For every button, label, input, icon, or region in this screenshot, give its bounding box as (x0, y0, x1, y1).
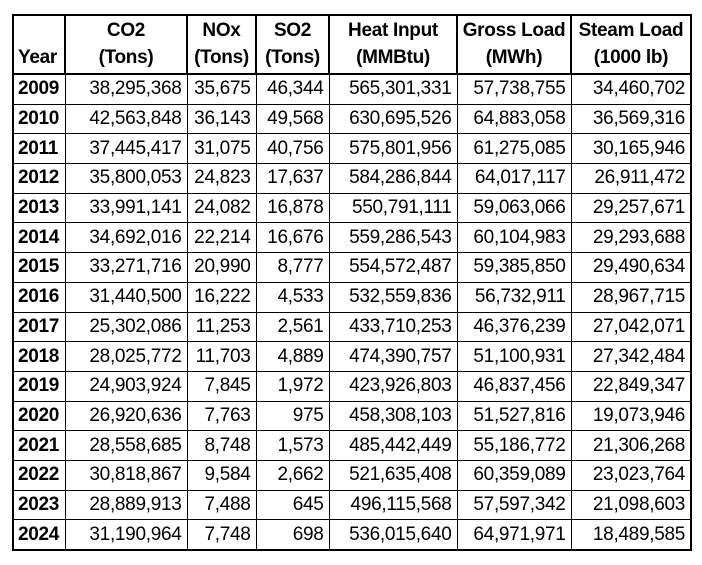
col-header-year (13, 15, 65, 74)
table-row (13, 282, 691, 312)
col-header-so2-name: SO2 (273, 20, 312, 41)
col-header-heat-input-unit: (MMBtu) (356, 47, 430, 68)
cell-gross-load: 46,376,239 (457, 312, 571, 342)
cell-so2: 16,878 (256, 193, 329, 223)
cell-heat-input: 565,301,331 (329, 74, 457, 104)
cell-heat-input: 630,695,526 (329, 104, 457, 134)
cell-co2: 24,903,924 (65, 371, 187, 401)
cell-co2: 28,025,772 (65, 342, 187, 372)
cell-nox: 11,253 (187, 312, 256, 342)
cell-so2: 40,756 (256, 134, 329, 164)
row-year: 2013 (13, 193, 65, 223)
row-year: 2022 (13, 460, 65, 490)
cell-heat-input: 554,572,487 (329, 253, 457, 283)
cell-so2: 2,561 (256, 312, 329, 342)
cell-so2: 8,777 (256, 253, 329, 283)
cell-co2: 33,271,716 (65, 253, 187, 283)
cell-steam-load: 26,911,472 (571, 164, 691, 194)
cell-nox: 24,823 (187, 164, 256, 194)
row-year: 2018 (13, 342, 65, 372)
cell-so2: 46,344 (256, 74, 329, 104)
row-year: 2009 (13, 74, 65, 104)
cell-heat-input: 423,926,803 (329, 371, 457, 401)
cell-so2: 975 (256, 401, 329, 431)
table-row (13, 401, 691, 431)
cell-heat-input: 496,115,568 (329, 490, 457, 520)
cell-nox: 16,222 (187, 282, 256, 312)
cell-steam-load: 30,165,946 (571, 134, 691, 164)
cell-steam-load: 18,489,585 (571, 520, 691, 550)
table-row (13, 104, 691, 134)
table-row (13, 520, 691, 550)
col-header-so2-unit: (Tons) (265, 47, 320, 68)
col-header-nox-unit: (Tons) (194, 47, 249, 68)
cell-steam-load: 29,293,688 (571, 223, 691, 253)
cell-gross-load: 60,104,983 (457, 223, 571, 253)
table-body (13, 74, 691, 550)
cell-co2: 26,920,636 (65, 401, 187, 431)
cell-nox: 22,214 (187, 223, 256, 253)
cell-nox: 20,990 (187, 253, 256, 283)
cell-heat-input: 521,635,408 (329, 460, 457, 490)
cell-heat-input: 474,390,757 (329, 342, 457, 372)
cell-steam-load: 27,342,484 (571, 342, 691, 372)
cell-so2: 1,972 (256, 371, 329, 401)
row-year: 2011 (13, 134, 65, 164)
table-row (13, 371, 691, 401)
cell-steam-load: 36,569,316 (571, 104, 691, 134)
cell-gross-load: 61,275,085 (457, 134, 571, 164)
cell-heat-input: 532,559,836 (329, 282, 457, 312)
col-header-nox-name: NOx (202, 20, 241, 41)
cell-steam-load: 19,073,946 (571, 401, 691, 431)
cell-so2: 4,533 (256, 282, 329, 312)
cell-gross-load: 60,359,089 (457, 460, 571, 490)
table-row (13, 74, 691, 104)
emissions-table-container (12, 14, 692, 551)
cell-so2: 1,573 (256, 431, 329, 461)
col-header-co2-unit: (Tons) (98, 47, 154, 68)
row-year: 2015 (13, 253, 65, 283)
cell-nox: 7,488 (187, 490, 256, 520)
col-header-co2 (65, 15, 187, 74)
cell-nox: 7,763 (187, 401, 256, 431)
col-header-heat-input (329, 15, 457, 74)
table-row (13, 253, 691, 283)
table-row (13, 490, 691, 520)
cell-heat-input: 458,308,103 (329, 401, 457, 431)
cell-co2: 28,558,685 (65, 431, 187, 461)
row-year: 2012 (13, 164, 65, 194)
emissions-table (12, 14, 692, 551)
col-header-gross-load (457, 15, 571, 74)
col-header-gross-load-unit: (MWh) (485, 47, 543, 68)
table-header (13, 15, 691, 74)
row-year: 2021 (13, 431, 65, 461)
table-row (13, 431, 691, 461)
row-year: 2017 (13, 312, 65, 342)
cell-co2: 33,991,141 (65, 193, 187, 223)
cell-nox: 8,748 (187, 431, 256, 461)
cell-co2: 25,302,086 (65, 312, 187, 342)
row-year: 2014 (13, 223, 65, 253)
cell-nox: 35,675 (187, 74, 256, 104)
row-year: 2019 (13, 371, 65, 401)
cell-steam-load: 29,490,634 (571, 253, 691, 283)
row-year: 2024 (13, 520, 65, 550)
cell-gross-load: 64,971,971 (457, 520, 571, 550)
cell-so2: 16,676 (256, 223, 329, 253)
cell-co2: 28,889,913 (65, 490, 187, 520)
cell-so2: 645 (256, 490, 329, 520)
row-year: 2010 (13, 104, 65, 134)
cell-nox: 24,082 (187, 193, 256, 223)
cell-steam-load: 27,042,071 (571, 312, 691, 342)
cell-nox: 9,584 (187, 460, 256, 490)
cell-co2: 35,800,053 (65, 164, 187, 194)
table-row (13, 134, 691, 164)
cell-steam-load: 21,306,268 (571, 431, 691, 461)
cell-nox: 7,845 (187, 371, 256, 401)
col-header-steam-load-unit: (1000 lb) (593, 47, 669, 68)
cell-so2: 4,889 (256, 342, 329, 372)
header-row (13, 15, 691, 74)
col-header-nox (187, 15, 256, 74)
cell-gross-load: 57,597,342 (457, 490, 571, 520)
col-header-heat-input-name: Heat Input (348, 20, 438, 41)
cell-co2: 30,818,867 (65, 460, 187, 490)
col-header-steam-load-name: Steam Load (578, 20, 684, 41)
cell-co2: 38,295,368 (65, 74, 187, 104)
cell-heat-input: 584,286,844 (329, 164, 457, 194)
col-header-year-label: Year (18, 47, 57, 68)
cell-heat-input: 559,286,543 (329, 223, 457, 253)
cell-steam-load: 28,967,715 (571, 282, 691, 312)
row-year: 2023 (13, 490, 65, 520)
cell-co2: 31,440,500 (65, 282, 187, 312)
cell-heat-input: 433,710,253 (329, 312, 457, 342)
cell-co2: 31,190,964 (65, 520, 187, 550)
cell-steam-load: 29,257,671 (571, 193, 691, 223)
cell-gross-load: 57,738,755 (457, 74, 571, 104)
cell-gross-load: 46,837,456 (457, 371, 571, 401)
col-header-gross-load-name: Gross Load (462, 20, 566, 41)
cell-gross-load: 51,100,931 (457, 342, 571, 372)
table-row (13, 223, 691, 253)
cell-steam-load: 22,849,347 (571, 371, 691, 401)
cell-so2: 17,637 (256, 164, 329, 194)
col-header-so2 (256, 15, 329, 74)
cell-so2: 2,662 (256, 460, 329, 490)
table-row (13, 312, 691, 342)
col-header-co2-name: CO2 (106, 20, 146, 41)
cell-gross-load: 56,732,911 (457, 282, 571, 312)
cell-nox: 7,748 (187, 520, 256, 550)
cell-so2: 698 (256, 520, 329, 550)
cell-heat-input: 550,791,111 (329, 193, 457, 223)
cell-so2: 49,568 (256, 104, 329, 134)
cell-heat-input: 536,015,640 (329, 520, 457, 550)
cell-co2: 42,563,848 (65, 104, 187, 134)
cell-heat-input: 575,801,956 (329, 134, 457, 164)
cell-gross-load: 64,017,117 (457, 164, 571, 194)
cell-gross-load: 55,186,772 (457, 431, 571, 461)
cell-steam-load: 34,460,702 (571, 74, 691, 104)
cell-co2: 34,692,016 (65, 223, 187, 253)
table-row (13, 342, 691, 372)
cell-gross-load: 59,385,850 (457, 253, 571, 283)
cell-nox: 31,075 (187, 134, 256, 164)
table-row (13, 460, 691, 490)
cell-steam-load: 21,098,603 (571, 490, 691, 520)
cell-gross-load: 64,883,058 (457, 104, 571, 134)
cell-co2: 37,445,417 (65, 134, 187, 164)
table-row (13, 164, 691, 194)
row-year: 2016 (13, 282, 65, 312)
col-header-steam-load (571, 15, 691, 74)
row-year: 2020 (13, 401, 65, 431)
cell-steam-load: 23,023,764 (571, 460, 691, 490)
cell-gross-load: 51,527,816 (457, 401, 571, 431)
cell-nox: 36,143 (187, 104, 256, 134)
table-row (13, 193, 691, 223)
cell-gross-load: 59,063,066 (457, 193, 571, 223)
cell-nox: 11,703 (187, 342, 256, 372)
cell-heat-input: 485,442,449 (329, 431, 457, 461)
